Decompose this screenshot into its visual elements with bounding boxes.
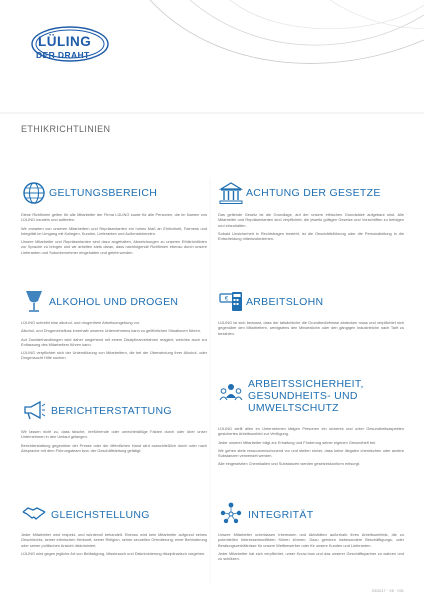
money-calculator-icon — [218, 288, 244, 314]
globe-icon — [21, 180, 47, 206]
section-title: GELTUNGSBEREICH — [49, 187, 158, 199]
paragraph: Wir erwarten von unseren Mitarbeitern und Repräsentanten ein hohes Maß an Ehrlichkeit, Fairness und Integrität im Umgang mit Kollegen, Kunden, Lieferanten und Außenstehenden. — [21, 225, 207, 236]
paragraph: Jeder unserer Mitarbeiter trägt zur Erhaltung und Förderung seiner eigenen Gesundheit bei. — [218, 439, 377, 445]
paragraph: Jeder Mitarbeiter hat sich verpflichtet, unser Know-how und das unserer Geschäftspartner zu wahren und zu schützen. — [218, 550, 404, 562]
paragraph: Auf Zuwiderhandlungen wird daher umgehend mit einem Disziplinarverfahren reagiert, welches auch zur Entlassung des Mitarbeiters führen kann. — [21, 336, 207, 347]
paragraph: Alle eingesetzten Chemikalien und Substanzen werden gesetzeskonform entsorgt. — [218, 461, 361, 467]
paragraph: Wir lassen nicht zu, dass falsche, irreführende oder unrechtmäßige Fakten durch oder über unser Unternehmen in den Umlauf gelangen. — [21, 429, 207, 440]
section-title: BERICHTERSTATTUNG — [51, 405, 172, 417]
section-berichterstattung — [21, 397, 207, 456]
paragraph: LÜLING wird gegen jegliche Art von Belästigung, Missbrauch und Diskriminierung disziplinarisch vorgehen. — [21, 550, 206, 556]
page-title: ETHIKRICHTLINIEN — [21, 124, 111, 134]
paragraph: Diese Richtlinien gelten für alle Mitarbeiter der Firma LÜLING sowie für alle Personen, die im Namen von LÜLING handeln und auftreten. — [21, 212, 207, 223]
title-line: UMWELTSCHUTZ — [248, 402, 339, 414]
paragraph: Jeder Mitarbeiter wird respekt- und würdevoll behandelt. Ebenso wird kein Mitarbeiter aufgrund seines Geschlechts, seiner ethnischen Herkunft, seiner Religion, seiner sexuellen Orientierung, einer Behinderung oder seiner politischen Ansicht diskriminiert. — [21, 532, 207, 548]
paragraph: LÜLING stellt allen im Unternehmen tätigen Personen ein sicheres und unter Gesundheitsaspekten gesichertes Arbeitsumfeld zur Verfügung. — [218, 426, 404, 437]
handshake-icon — [21, 500, 47, 526]
section-title: INTEGRITÄT — [248, 509, 314, 521]
paragraph: Das geltende Gesetz ist die Grundlage, auf der unsere ethischen Grundsätze aufgebaut sind. Alle Mitarbeiter und Repräsentanten sind verpflichtet, die jeweils gültigen Gesetze und Vorschriften zu befolgen und einzuhalten. — [218, 212, 404, 228]
safety-workers-icon — [218, 380, 244, 406]
section-alkohol — [21, 288, 207, 364]
paragraph: Unsere Mitarbeiter und Repräsentanten sind dazu angehalten, Abweichungen zu unseren Ethikrichtlinien zur Sprache zu bringen und wir arbeiten stets daran, dass nachfolgende Richtlinien ebenso durch unsere Lieferanten und Subunternehmer eingehalten und gelebt werden. — [21, 239, 207, 255]
megaphone-icon — [21, 397, 47, 423]
paragraph: LÜLING schreibt eine alkohol- und drogenfreie Arbeitsumgebung vor. — [21, 320, 140, 325]
section-title: ARBEITSLOHN — [246, 296, 324, 308]
section-gesetze — [218, 180, 404, 244]
people-network-icon — [218, 500, 244, 526]
section-arbeitslohn — [218, 288, 404, 339]
section-title: GLEICHSTELLUNG — [51, 509, 150, 521]
logo-subtitle: DER DRAHT — [36, 50, 90, 60]
paragraph: Alkohol- und Drogeneinsfluss innerhalb unseres Unternehmens kann zu gefährlichen Situationen führen. — [21, 328, 201, 334]
section-title: ALKOHOL UND DROGEN — [49, 296, 179, 308]
paragraph: Unsere Mitarbeiter unterlassen Interessen und Aktivitäten außerhalb ihres Arbeitsumfelds, die zu potentiellen Interessenkonflikten führen können. Dazu gehören insbesondere Beschäftigungs- oder Beratungsverhältnisse für unsere Wettbewerber oder für unsere Kunden und Lieferanten. — [218, 532, 404, 548]
section-geltungsbereich — [21, 180, 207, 258]
section-gleichstellung — [21, 500, 207, 559]
wine-glass-icon — [21, 288, 47, 314]
section-title: ACHTUNG DER GESETZE — [246, 187, 381, 199]
paragraph: Sobald Unsicherheit in Rechtsfragen besteht, ist die Geschäftsführung oder die Personalleitung in die Entscheidung miteinzubeziehen. — [218, 230, 404, 242]
logo-brand: LÜLING — [38, 34, 92, 49]
svg-text:€: € — [224, 296, 229, 303]
footer-code: 03/2017 · 05 · 001 — [371, 589, 404, 593]
luling-logo — [30, 26, 108, 76]
section-title — [248, 378, 364, 414]
title-line: ARBEITSSICHERHEIT, — [248, 378, 364, 390]
section-arbeitssicherheit — [218, 376, 404, 470]
title-line: GESUNDHEITS- UND — [248, 390, 358, 402]
section-integritaet — [218, 500, 404, 564]
paragraph: Berichterstattung gegenüber der Presse oder der öffentlichen Hand wird ausschließlich durch oder nach Absprache mit dem Führungsteam bzw. der Geschäftsleitung getätigt. — [21, 442, 207, 453]
paragraph: LÜLING verpflichtet sich der Unterstützung von Mitarbeitern, die bei der Überwindung ihrer Alkohol- oder Drogensucht Hilfe suchen. — [21, 350, 207, 361]
paragraph: LÜLING ist sich bewusst, dass der tatsächliche die Grundbedürfnisse abdecken muss und verpflichtet sich gegenüber den Mitarbeitern, wenigstens den Mindestlohn oder den gängigen Industrielohn nach Tarif zu bezahlen. — [218, 320, 404, 336]
paragraph: Wir gehen stets ressourcenschonend vor und stellen sicher, dass keine illegalen chemischen oder andere Substanzen verwendet werden. — [218, 447, 404, 459]
courthouse-icon — [218, 180, 244, 206]
